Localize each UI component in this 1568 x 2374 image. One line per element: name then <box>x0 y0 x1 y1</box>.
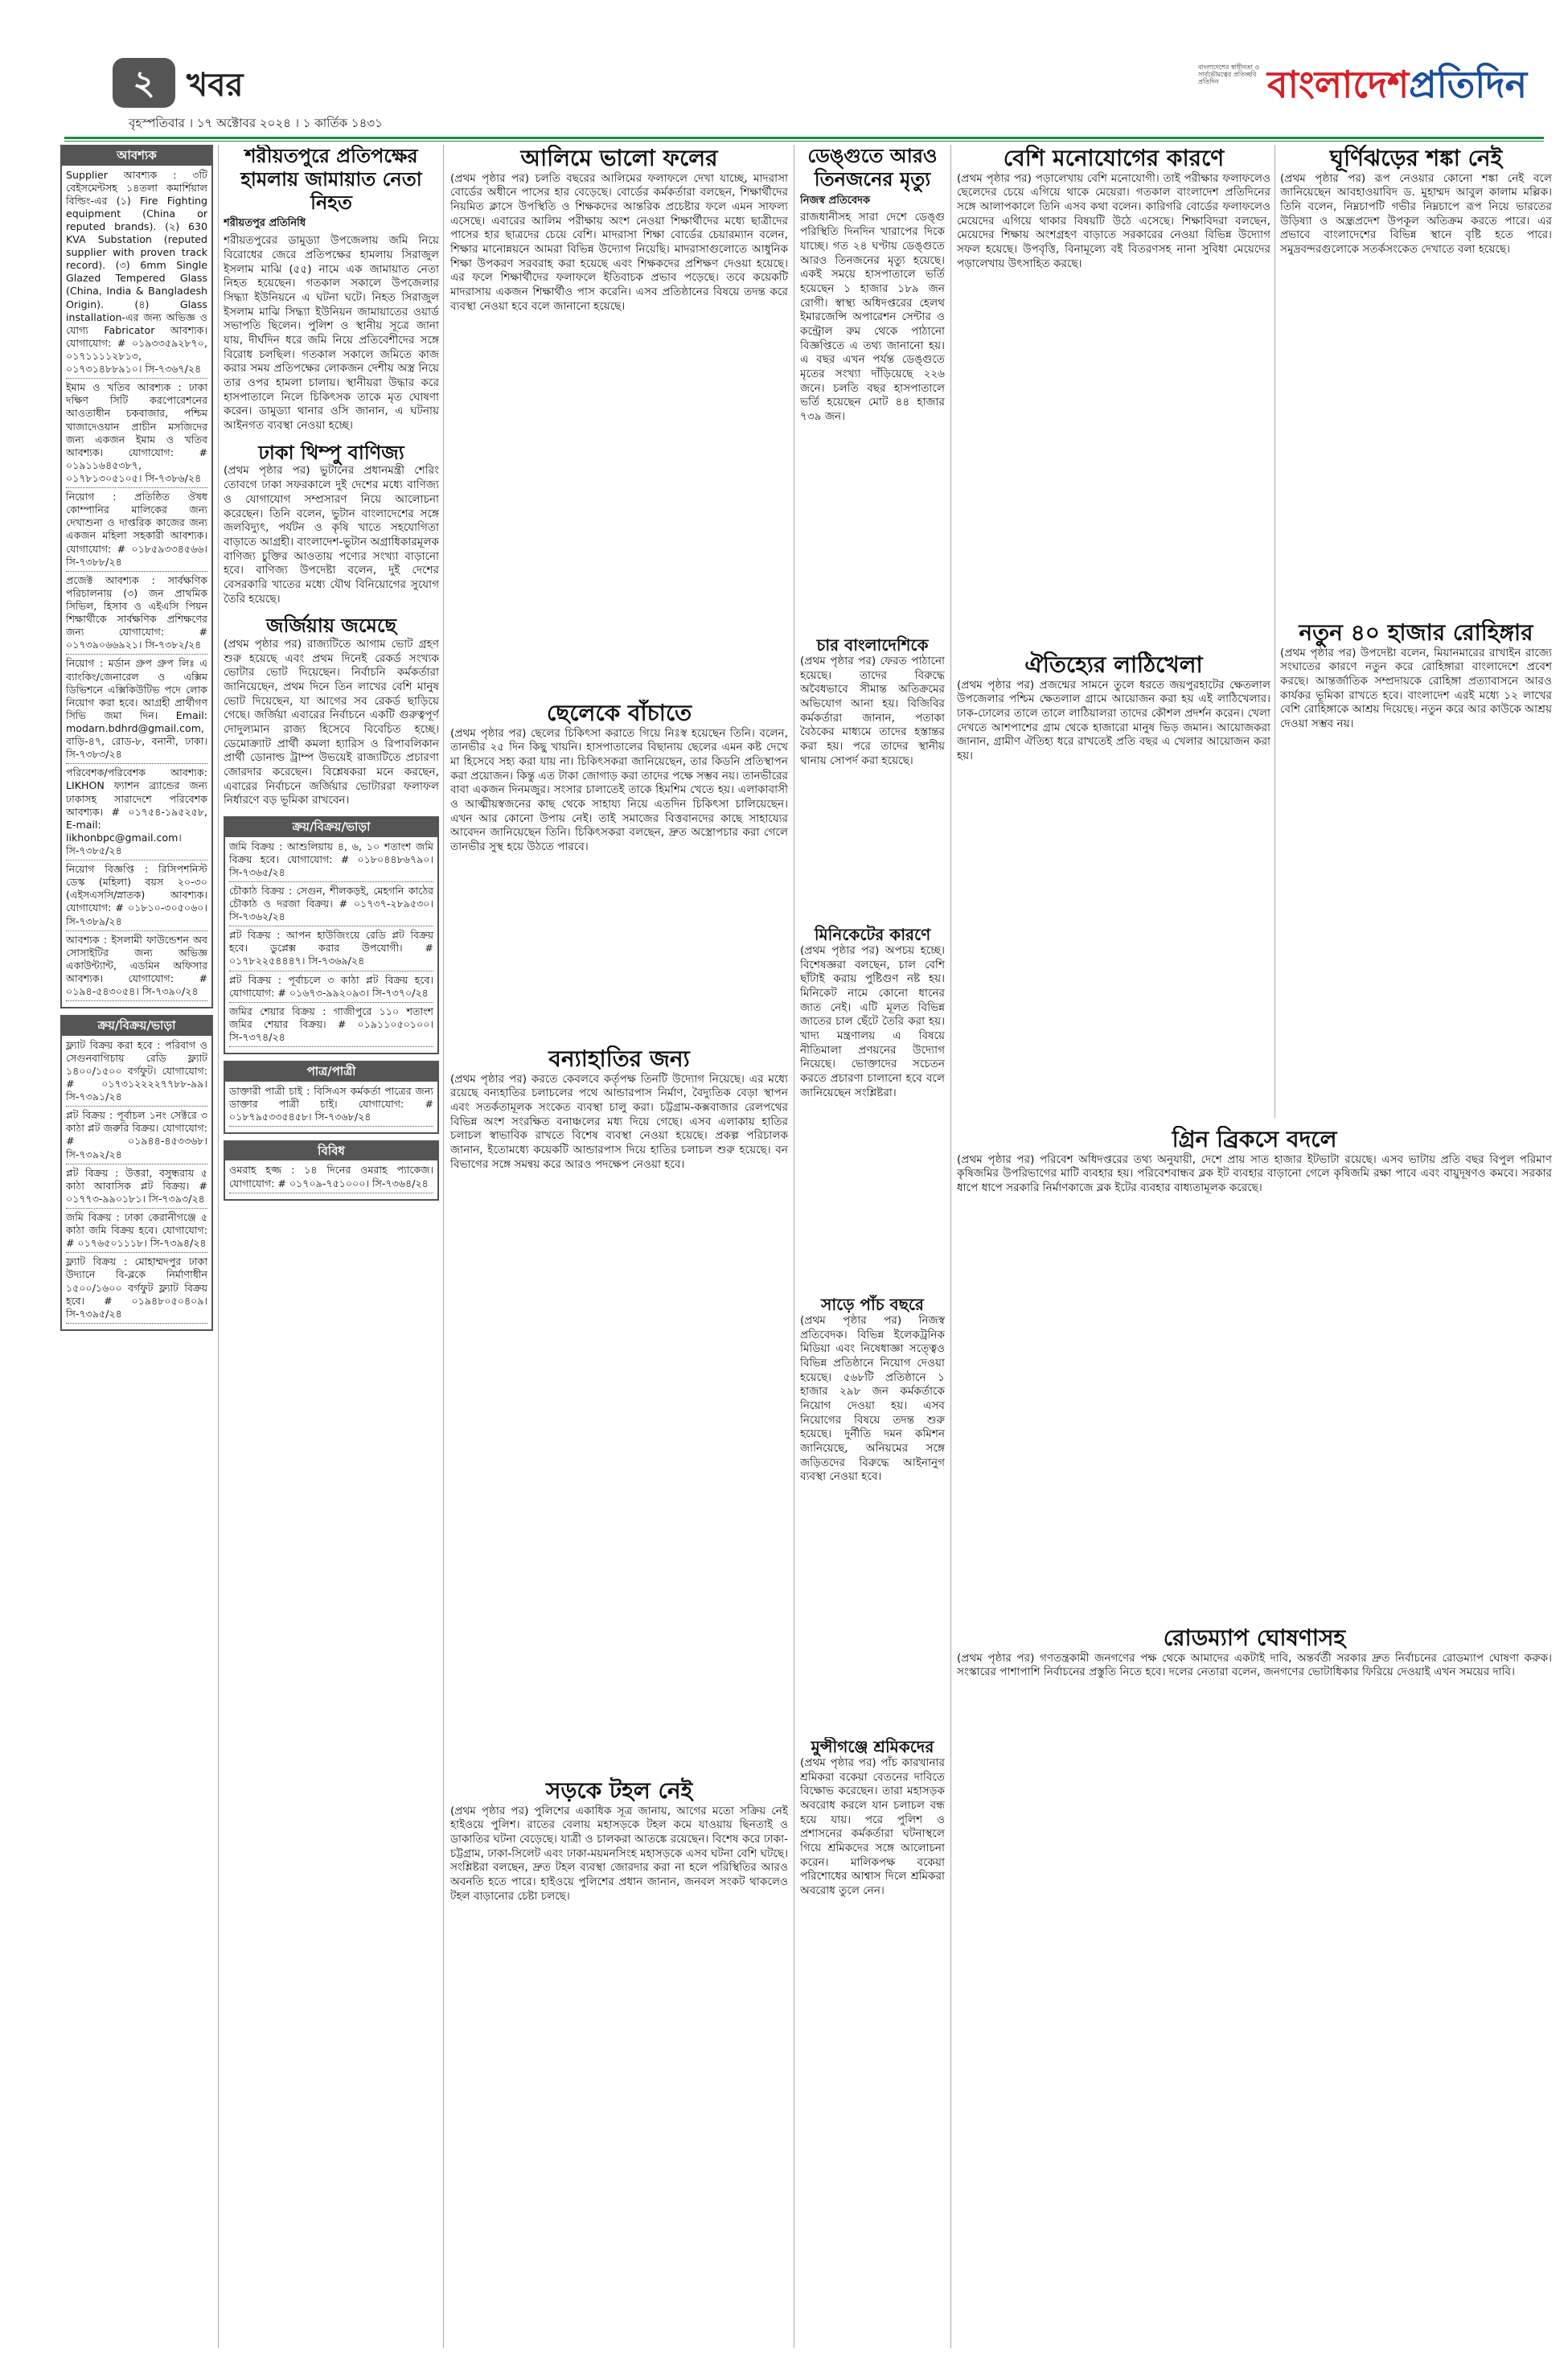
brand-name <box>1267 61 1527 109</box>
story-headline: ছেলেকে বাঁচাতে <box>546 700 692 726</box>
story-body: (প্রথম পৃষ্ঠার পর) করতে কেবলবে কর্তৃপক্ষ তিনটি উদ্যোগ নিয়েছে। এর মধ্যে রয়েছে বন্যহাতির চলাচলের পথে আন্ডারপাস নির্মাণ, বৈদ্যুতিক বেড়া স্থাপন এবং সতর্কতামূলক সংকেত ব্যবস্থা চালু করা। চট্টগ্রাম-কক্সবাজার রেলপথের বিভিন্ন অংশ সংরক্ষিত বনাঞ্চলের মধ্য দিয়ে গেছে। এসব এলাকায় হাতির চলাচল স্বাভাবিক রাখতে বিশেষ ব্যবস্থা নেওয়া হয়েছে। প্রকল্প পরিচালক জানান, ইতোমধ্যে কয়েকটি আন্ডারপাস দিয়ে হাতির চলাচল শুরু হয়েছে। বন বিভাগের সঙ্গে সমন্বয় করে আরও পদক্ষেপ নেওয়া হবে। <box>450 1072 788 1171</box>
story <box>224 145 439 433</box>
story-headline: সাড়ে পাঁচ বছরে <box>821 1295 924 1314</box>
dateline: বৃহস্পতিবার । ১৭ অক্টোবর ২০২৪ । ১ কার্তিক ১৪৩১ <box>129 116 383 130</box>
story-headline: ঢাকা থিম্পু বাণিজ্য <box>258 440 404 464</box>
classified-list <box>62 1036 211 1329</box>
story <box>957 1126 1552 1616</box>
column-rule <box>950 145 951 2348</box>
classified-ad: প্লট বিক্রয় : উত্তরা, বসুন্ধরায় ৫ কাঠা আবাসিক প্লট বিক্রয়। # ০১৭৭৩-৯৯০১৮১। সি-৭৩৯৩/২৪ <box>66 1167 207 1209</box>
story-body: (প্রথম পৃষ্ঠার পর) উপদেষ্টা বলেন, মিয়ানমারের রাখাইন রাজ্যে সংঘাতের কারণে নতুন করে রোহিঙ্গারা বাংলাদেশে প্রবেশ করছে। আন্তর্জাতিক সম্প্রদায়কে রোহিঙ্গা প্রত্যাবাসনে আরও কার্যকর ভূমিকা রাখতে হবে। বাংলাদেশ এরই মধ্যে ১২ লাখের বেশি রোহিঙ্গাকে আশ্রয় দিয়েছে। নতুন করে আর কাউকে আশ্রয় দেওয়া সম্ভব নয়। <box>1280 646 1552 730</box>
column-rule <box>218 145 219 2348</box>
story <box>957 145 1270 643</box>
story-headline: ঐতিহ্যের লাঠিখেলা <box>1024 651 1203 678</box>
column-2 <box>224 145 439 2348</box>
brand-logo <box>1198 58 1528 122</box>
story-body: (প্রথম পৃষ্ঠার পর) পাঁচ কারখানার শ্রমিকরা বকেয়া বেতনের দাবিতে বিক্ষোভ করেছেন। তারা মহাসড়ক অবরোধ করলে যান চলাচল বন্ধ হয়ে যায়। পরে পুলিশ ও প্রশাসনের কর্মকর্তারা ঘটনাস্থলে গিয়ে শ্রমিকদের সঙ্গে আলোচনা করেন। মালিকপক্ষ বকেয়া পরিশোধের আশ্বাস দিলে শ্রমিকরা অবরোধ তুলে নেন। <box>800 1756 945 1898</box>
story-headline: মুন্সীগঞ্জে শ্রমিকদের <box>811 1737 934 1756</box>
story-body: (প্রথম পৃষ্ঠার পর) নিজস্ব প্রতিবেদক। বিভিন্ন ইলেকট্রনিক মিডিয়া এবং নিষেধাজ্ঞা সত্ত্বেও বিভিন্ন প্রতিষ্ঠানে নিয়োগ দেওয়া হয়েছে। ৫৬৮টি প্রতিষ্ঠানে ১ হাজার ২৯৮ জন কর্মকর্তাকে নিয়োগ দেওয়া হয়। এসব নিয়োগের বিষয়ে তদন্ত শুরু হয়েছে। দুর্নীতি দমন কমিশন জানিয়েছে, অনিয়মের সঙ্গে জড়িতদের বিরুদ্ধে আইনানুগ ব্যবস্থা নেওয়া হবে। <box>800 1314 945 1484</box>
classified-ad: Supplier আবশ্যক : ৩টি বেইসমেন্টসহ ১৪তলা কমার্শিয়াল বিল্ডিং-এর (১) Fire Fighting equipment (China or reputed brands). (২) 630 KVA Substation (reputed supplier with proven track record). (৩) 6mm Single Glazed Tempered Glass (China, India & Bangladesh Origin). (৪) Glass installation-এর জন্য অভিজ্ঞ ও যোগ্য Fabricator আবশ্যক। যোগাযোগ: # ০১৯৩৩৫৯২৮৭০, ০১৭১১১১২৮১৩, ০১৭৩১৪৮৮৯১০। সি-৭৩৬৭/২৪ <box>66 169 207 380</box>
classified-ad: আবশ্যক : ইসলামী ফাউন্ডেশন অব সোসাইটির জন্য অভিজ্ঞ একাউন্ট্যান্ট, এডমিন অফিসার আবশ্যক। যোগাযোগ: # ০১৯৪-৫৪৩০৫৪। সি-৭৩৯০/২৪ <box>66 934 207 1002</box>
story-headline: সড়কে টহল নেই <box>545 1777 693 1804</box>
story <box>800 145 945 627</box>
story-headline: আলিমে ভালো ফলের <box>520 145 718 171</box>
classified-ad: পরিবেশক/পরিবেশক আবশ্যক: LIKHON ফ্যাশন ব্র্যান্ডের জন্য ঢাকাসহ সারাদেশে পরিবেশক আবশ্যক। # ০১৭৫৪-১৯৫২৫৮, E-mail: likhonbpc@gmail.com। সি-৭৩৮৫/২৪ <box>66 766 207 860</box>
header-rule <box>64 137 1544 139</box>
classifieds-column <box>60 145 213 2348</box>
classified-ad: ফ্ল্যাট বিক্রয় : মোহাম্মদপুর ঢাকা উদ্যানে বি-ব্লকে নির্মাণাধীন ১৫০০/১৬০০ বর্গফুট ফ্ল্যাট বিক্রয় হবে। # ০১৯৪৮০৫০৪০৯। সি-৭৩৯৫/২৪ <box>66 1255 207 1324</box>
header-rule-thin <box>64 141 1544 142</box>
story-headline: মিনিকেটের কারণে <box>814 925 931 944</box>
classified-header: ক্রয়/বিক্রয়/ভাড়া <box>62 1017 211 1036</box>
classified-ad: নিয়োগ : মর্ডান গ্রুপ গ্রুপ লিঃ এ ব্যাংকিং/জেনারেল ও এক্সিম ডিভিশনে এক্সিকিউটিভ পদে লোক নিয়োগ করা হবে। আগ্রহী প্রার্থীগণ সিভি জমা দিন। Email: modarn.bdhrd@gmail.com, বাড়ি-৪৭, রোড-৮, বনানী, ঢাকা। সি-৭৩৮৩/২৪ <box>66 657 207 764</box>
section-title: খবর <box>187 67 244 104</box>
classified-box-col2 <box>224 816 439 1054</box>
classified-ad: ডাক্তারী পাত্রী চাই : বিসিএস কর্মকর্তা পাত্রের জন্য ডাক্তার পাত্রী চাই। যোগাযোগ: # ০১৮৭৯৫৩৩৫৪৫৮। সি-৭৩৬৮/২৪ <box>229 1085 433 1127</box>
classified-box-wanted <box>60 145 213 1008</box>
story-headline: বেশি মনোযোগের কারণে <box>1003 145 1225 171</box>
story-body: শরীয়তপুরের ডামুড্যা উপজেলায় জমি নিয়ে বিরোধের জেরে প্রতিপক্ষের হামলায় সিরাজুল ইসলাম মাঝি (৫৫) নামে এক জামায়াত নেতা নিহত হয়েছেন। গতকাল সকালে উপজেলার সিদ্ধ্যা ইউনিয়নে এ ঘটনা ঘটে। নিহত সিরাজুল ইসলাম মাঝি সিদ্ধ্যা ইউনিয়ন জামায়াতের ওয়ার্ড সভাপতি ছিলেন। পুলিশ ও স্থানীয় সূত্রে জানা যায়, দীর্ঘদিন ধরে জমি নিয়ে প্রতিবেশীদের সঙ্গে বিরোধ চলছিল। গতকাল সকালে জমিতে কাজ করার সময় প্রতিপক্ষের লোকজন দেশীয় অস্ত্র নিয়ে তার ওপর হামলা চালায়। স্থানীয়রা উদ্ধার করে হাসপাতালে নিলে চিকিৎসক তাকে মৃত ঘোষণা করেন। ডামুড্যা থানার ওসি জানান, এ ঘটনায় আইনগত ব্যবস্থা নেওয়া হচ্ছে। <box>224 234 439 433</box>
story-byline: শরীয়তপুর প্রতিনিধি <box>224 217 306 230</box>
story <box>224 614 439 808</box>
story-body: (প্রথম পৃষ্ঠার পর) ফেরত পাঠানো হয়েছে। তাদের বিরুদ্ধে অবৈধভাবে সীমান্ত অতিক্রমের অভিযোগ আনা হয়। বিজিবির কর্মকর্তারা জানান, পতাকা বৈঠকের মাধ্যমে তাদের হস্তান্তর করা হয়। পরে তাদের স্থানীয় থানায় সোপর্দ করা হয়েছে। <box>800 655 945 767</box>
story-headline: রোডম্যাপ ঘোষণাসহ <box>1163 1624 1346 1651</box>
story <box>800 925 945 1287</box>
classified-ad: জমি বিক্রয় : ঢাকা কেরানীগঞ্জে ৫ কাঠা জমি বিক্রয় হবে। যোগাযোগ: # ০১৭৬৫০১১১৮। সি-৭৩৯৪/২৪ <box>66 1211 207 1253</box>
classified-ad: প্লট বিক্রয় : পূর্বাচলে ৩ কাঠা প্লট বিক্রয় হবে। যোগাযোগ: # ০১৬৭৩-৯৯২০৯৩। সি-৭৩৭০/২৪ <box>229 974 433 1003</box>
story-body: (প্রথম পৃষ্ঠার পর) ভুটানের প্রধানমন্ত্রী শেরিং তোবগে ঢাকা সফরকালে দুই দেশের মধ্যে বাণিজ্য ও যোগাযোগ সম্প্রসারণ নিয়ে আলোচনা করেছেন। তিনি বলেন, ভুটান বাংলাদেশের সঙ্গে জলবিদ্যুৎ, পর্যটন ও কৃষি খাতে সহযোগিতা বাড়াতে আগ্রহী। বাংলাদেশ-ভুটান অগ্রাধিকারমূলক বাণিজ্য চুক্তির আওতায় পণ্যের সংখ্যা বাড়ানো হবে। বাণিজ্য উপদেষ্টা বলেন, দুই দেশের বেসরকারি খাতের মধ্যে যৌথ বিনিয়োগের সুযোগ তৈরি হয়েছে। <box>224 464 439 606</box>
story-headline: চার বাংলাদেশিকে <box>816 635 929 655</box>
story-headline: গ্রিন ব্রিকসে বদলে <box>1172 1126 1337 1152</box>
classified-header: ক্রয়/বিক্রয়/ভাড়া <box>225 818 437 837</box>
story-headline: নতুন ৪০ হাজার রোহিঙ্গার <box>1299 619 1533 646</box>
classified-header: পাত্র/পাত্রী <box>225 1062 437 1082</box>
story-body: (প্রথম পৃষ্ঠার পর) ছেলের চিকিৎসা করাতে গিয়ে নিঃস্ব হয়েছেন তিনি। বলেন, তানভীর ২৫ দিন কিছু খায়নি। হাসপাতালের বিছানায় ছেলের এমন কষ্ট দেখে মা হিসেবে সহ্য করা যায় না। চিকিৎসকরা জানিয়েছেন, তার কিডনি প্রতিস্থাপন করা প্রয়োজন। কিন্তু এত টাকা জোগাড় করা তাদের পক্ষে সম্ভব নয়। তানভীরের বাবা একজন দিনমজুর। সংসার চালাতেই তাকে হিমশিম খেতে হয়। এলাকাবাসী ও আত্মীয়স্বজনের কাছ থেকে সাহায্য নিয়ে এতদিন চিকিৎসা চালিয়েছেন। এখন আর কোনো উপায় নেই। তাই সমাজের বিত্তবানদের কাছে সাহায্যের আবেদন জানিয়েছেন তিনি। চিকিৎসকরা বলছেন, দ্রুত অস্ত্রোপচার করা গেলে তানভীর সুস্থ হয়ে উঠতে পারবে। <box>450 726 788 853</box>
classified-ad: জমির শেয়ার বিক্রয় : গাজীপুরে ১১০ শতাংশ জমির শেয়ার বিক্রয়। # ০১৯১১০৫০১০০। সি-৭৩৭৪/২৪ <box>229 1005 433 1047</box>
story-headline: জর্জিয়ায় জমেছে <box>265 614 397 638</box>
classified-ad: ইমাম ও খতিব আবশ্যক : ঢাকা দক্ষিণ সিটি করপোরেশনের আওতাধীন চকবাজার, পশ্চিম খাজাদেওয়ান প্রাচীন মসজিদের জন্য একজন ইমাম ও খতিব আবশ্যক। যোগাযোগ: # ০১৯১১৬৪৫৩৮৭, ০১৭৮১৩০৫১০৫। সি-৭৩৮৬/২৪ <box>66 381 207 488</box>
column-rule <box>443 145 444 2348</box>
brand-tagline: বাংলাদেশের স্বাধীনতা ও সার্বভৌমত্বের প্রতিচ্ছবি প্রতিদিন <box>1198 64 1260 85</box>
brand-name-part2: প্রতিদিন <box>1409 63 1528 106</box>
story-body: (প্রথম পৃষ্ঠার পর) অপচয় হচ্ছে। বিশেষজ্ঞরা বলছেন, চাল বেশি ছাঁটাই করায় পুষ্টিগুণ নষ্ট হয়। মিনিকেট নামে কোনো ধানের জাত নেই। এটি মূলত বিভিন্ন জাতের চাল ছেঁটে তৈরি করা হয়। খাদ্য মন্ত্রণালয় এ বিষয়ে নীতিমালা প্রণয়নের উদ্যোগ নিয়েছে। ভোক্তাদের সচেতন করতে প্রচারণা চালানো হবে বলে জানিয়েছেন সংশ্লিষ্টরা। <box>800 944 945 1099</box>
classified-ad: প্লট বিক্রয় : আপন হাউজিংয়ে রেডি প্লট বিক্রয় হবে। ডুপ্লেক্স করার উপযোগী। # ০১৭৮২২৫৪৪৪৭। সি-৭৩৬৯/২৪ <box>229 929 433 971</box>
story <box>224 442 439 607</box>
classified-list <box>62 166 211 1008</box>
story-headline: ডেঙ্গুতে আরও তিনজনের মৃত্যু <box>807 145 938 191</box>
story-body: (প্রথম পৃষ্ঠার পর) রাজ্যটিতে আগাম ভোট গ্রহণ শুরু হয়েছে এবং প্রথম দিনেই রেকর্ড সংখ্যক ভোটার ভোট দিয়েছেন। নির্বাচনি কর্মকর্তারা জানিয়েছেন, প্রথম দিনে তিন লাখের বেশি মানুষ ভোট দিয়েছেন, যা আগের সব রেকর্ড ছাড়িয়ে গেছে। জর্জিয়া এবারের নির্বাচনে একটি গুরুত্বপূর্ণ দোদুল্যমান রাজ্য হিসেবে বিবেচিত হচ্ছে। ডেমোক্র্যাট প্রার্থী কমলা হ্যারিস ও রিপাবলিকান প্রার্থী ডোনাল্ড ট্রাম্প উভয়েই রাজ্যটিতে প্রচারণা জোরদার করেছেন। বিশ্লেষকরা মনে করছেন, এবারের নির্বাচনে জর্জিয়ার ভোটাররা ফলাফল নির্ধারণে বড় ভূমিকা রাখবেন। <box>224 638 439 807</box>
classified-ad: ওমরাহ হজ্জ : ১৪ দিনের ওমরাহ প্যাকেজ। যোগাযোগ: # ০১৭০৯-৭৫১০০০। সি-৭৩৬৪/২৪ <box>229 1164 433 1193</box>
story-headline: শরীয়তপুরে প্রতিপক্ষের হামলায় জামায়াত নেতা নিহত <box>240 145 422 214</box>
classified-header: আবশ্যক <box>62 146 211 166</box>
classified-ad: প্লট বিক্রয় : পূর্বাচল ১নং সেক্টরে ৩ কাঠা প্লট জরুরি বিক্রয়। যোগাযোগ: # ০১৯৪৪-৪৫৩৩৬৮। সি-৭৩৯২/২৪ <box>66 1109 207 1164</box>
story-body: রাজধানীসহ সারা দেশে ডেঙ্গু পরিস্থিতি দিনদিন খারাপের দিকে যাচ্ছে। গত ২৪ ঘণ্টায় ডেঙ্গুতে আরও তিনজনের মৃত্যু হয়েছে। একই সময়ে হাসপাতালে ভর্তি হয়েছেন ১ হাজার ১৮৯ জন রোগী। স্বাস্থ্য অধিদপ্তরের হেলথ ইমারজেন্সি অপারেশন সেন্টার ও কন্ট্রোল রুম থেকে পাঠানো বিজ্ঞপ্তিতে এ তথ্য জানানো হয়। এ বছর এখন পর্যন্ত ডেঙ্গুতে মৃতের সংখ্যা দাঁড়িয়েছে ২২৬ জনে। চলতি বছর হাসপাতালে ভর্তি হয়েছেন মোট ৪৪ হাজার ৭৩৯ জন। <box>800 211 945 423</box>
classified-ad: জমি বিক্রয় : আশুলিয়ায় ৪, ৬, ১০ শতাংশ জমি বিক্রয় হবে। যোগাযোগ: # ০১৮০৪৪৮৬৭৯০। সি-৭৩৬৫/২৪ <box>229 840 433 882</box>
story-body: (প্রথম পৃষ্ঠার পর) রূপ নেওয়ার কোনো শঙ্কা নেই বলে জানিয়েছেন আবহাওয়াবিদ ড. মুহাম্মদ আবুল কালাম মল্লিক। তিনি বলেন, নিম্নচাপটি গভীর নিম্নচাপে রূপ নিয়ে ভারতের উড়িষ্যা ও অন্ধ্রপ্রদেশ উপকূল অতিক্রম করতে পারে। এর প্রভাবে বাংলাদেশের বিভিন্ন স্থানে বৃষ্টি হতে পারে। সমুদ্রবন্দরগুলোকে সতর্কসংকেত দেখাতে বলা হয়েছে। <box>1280 171 1552 256</box>
story <box>450 700 788 1037</box>
story <box>957 651 1270 1118</box>
story <box>1280 619 1552 1118</box>
story-body: (প্রথম পৃষ্ঠার পর) পড়ালেখায় বেশি মনোযোগী। তাই পরীক্ষার ফলাফলেও ছেলেদের চেয়ে এগিয়ে থাকে মেয়েরা। গতকাল বাংলাদেশ প্রতিদিনের সঙ্গে আলাপকালে তিনি এসব কথা বলেন। কারিগরি বোর্ডের ফলাফলেও মেয়েদের এগিয়ে থাকার বিষয়টি উঠে এসেছে। শিক্ষাবিদরা বলছেন, মেয়েদের শিক্ষায় অংশগ্রহণ বাড়াতে সরকারের নেওয়া বিভিন্ন উদ্যোগ সফল হয়েছে। উপবৃত্তি, বিনামূল্যে বই বিতরণসহ নানা সুবিধা মেয়েদের পড়ালেখায় উৎসাহিত করছে। <box>957 171 1270 270</box>
story <box>800 1295 945 1729</box>
story <box>800 1737 945 2348</box>
story-headline: ঘূর্ণিঝড়ের শঙ্কা নেই <box>1329 145 1503 171</box>
story-body: (প্রথম পৃষ্ঠার পর) প্রজন্মের সামনে তুলে ধরতে জয়পুরহাটের ক্ষেতলাল উপজেলার পশ্চিম ক্ষেতলাল গ্রামে আয়োজন করা হয় এই লাঠিখেলার। ঢাক-ঢোলের তালে তালে লাঠিয়ালরা তাদের কৌশল প্রদর্শন করেন। খেলা দেখতে আশপাশের গ্রাম থেকে হাজারো মানুষ ভিড় জমান। আয়োজকরা জানান, গ্রামীণ ঐতিহ্য ধরে রাখতেই প্রতি বছর এ খেলার আয়োজন করা হয়। <box>957 678 1270 762</box>
classified-list <box>225 1160 437 1198</box>
story <box>450 145 788 692</box>
classified-list <box>225 837 437 1054</box>
story-byline: নিজস্ব প্রতিবেদক <box>800 194 871 207</box>
story <box>800 635 945 917</box>
story-body: (প্রথম পৃষ্ঠার পর) পুলিশের একাধিক সূত্র জানায়, আগের মতো সক্রিয় নেই হাইওয়ে পুলিশ। রাতের বেলায় মহাসড়কে টহল কমে যাওয়ায় ছিনতাই ও ডাকাতির ঘটনা বেড়েছে। যাত্রী ও চালকরা আতঙ্কে রয়েছেন। বিশেষ করে ঢাকা-চট্টগ্রাম, ঢাকা-সিলেট এবং ঢাকা-ময়মনসিংহ মহাসড়কে এসব ঘটনা বেশি ঘটছে। সংশ্লিষ্টরা বলছেন, দ্রুত টহল ব্যবস্থা জোরদার করা না হলে পরিস্থিতির আরও অবনতি হতে পারে। হাইওয়ে পুলিশের প্রধান জানান, জনবল সংকট থাকলেও টহল বাড়ানোর চেষ্টা চলছে। <box>450 1804 788 1903</box>
classified-ad: নিয়োগ : প্রতিষ্ঠিত ঔষধ কোম্পানির মালিকের জন্য দেখাশুনা ও দাপ্তরিক কাজের জন্য একজন মহিলা সহকারী আবশ্যক। যোগাযোগ: # ০১৮৫৯৩৩৪৫৬৬। সি-৭৩৮৮/২৪ <box>66 491 207 572</box>
story-headline: বন্যাহাতির জন্য <box>548 1045 690 1072</box>
classified-box-matrimony <box>224 1061 439 1134</box>
classified-ad: ফ্ল্যাট বিক্রয় করা হবে : পরিবাগ ও সেগুনবাগিচায় রেডি ফ্ল্যাট ১৪০০/১৫০০ বর্গফুট। যোগাযোগ: # ০১৭৩১২২২২৭৭৮৮-৯৯। সি-৭৩৯১/২৪ <box>66 1039 207 1107</box>
story-body: (প্রথম পৃষ্ঠার পর) পরিবেশ অধিদপ্তরের তথ্য অনুযায়ী, দেশে প্রায় সাত হাজার ইটভাটা রয়েছে। এসব ভাটায় প্রতি বছর বিপুল পরিমাণ কৃষিজমির উপরিভাগের মাটি ব্যবহার হয়। পরিবেশবান্ধব ব্লক ইট ব্যবহার বাড়ানো গেলে কৃষিজমি রক্ষা পাবে এবং বায়ুদূষণও কমবে। সরকার ধাপে ধাপে সরকারি নির্মাণকাজে ব্লক ইটের ব্যবহার বাধ্যতামূলক করেছে। <box>957 1152 1552 1194</box>
brand-name-part1: বাংলাদেশ <box>1267 63 1410 106</box>
story-body: (প্রথম পৃষ্ঠার পর) গণতন্ত্রকামী জনগণের পক্ষ থেকে আমাদের একটাই দাবি, অন্তর্বর্তী সরকার দ্রুত নির্বাচনের রোডম্যাপ ঘোষণা করুক। সংস্কারের পাশাপাশি নির্বাচনের প্রস্তুতি নিতে হবে। দলের নেতারা বলেন, জনগণের ভোটাধিকার ফিরিয়ে দেওয়াই এখন সময়ের দাবি। <box>957 1651 1552 1679</box>
classified-ad: নিয়োগ বিজ্ঞপ্তি : রিসিপশনিস্ট ডেস্ক (মহিলা) বয়স ২০-৩০ (এইসএসসি/স্নাতক) আবশ্যক। যোগাযোগ: # ০১৮১০-৩০৫০৬০। সি-৭৩৮৯/২৪ <box>66 863 207 931</box>
story <box>450 1777 788 2348</box>
story <box>1280 145 1552 611</box>
classified-header: বিবিধ <box>225 1142 437 1161</box>
story-body: (প্রথম পৃষ্ঠার পর) চলতি বছরের আলিমের ফলাফলে দেখা যাচ্ছে, মাদরাসা বোর্ডের অধীনে পাসের হার বেড়েছে। বোর্ডের কর্মকর্তারা বলছেন, শিক্ষার্থীদের নিয়মিত ক্লাসে উপস্থিতি ও শিক্ষকদের আন্তরিক প্রচেষ্টার ফলে এমন সাফল্য এসেছে। এবারের আলিম পরীক্ষায় অংশ নেওয়া শিক্ষার্থীদের মধ্যে ছাত্রীদের পাসের হার ছাত্রদের চেয়ে বেশি। মাদরাসা শিক্ষা বোর্ডের চেয়ারম্যান বলেন, শিক্ষার মানোন্নয়নে আমরা বিভিন্ন উদ্যোগ নিয়েছি। মাদরাসাগুলোতে আধুনিক শিক্ষা উপকরণ সরবরাহ করা হয়েছে এবং শিক্ষকদের প্রশিক্ষণ দেওয়া হয়েছে। এর ফলে শিক্ষার্থীদের ফলাফলে ইতিবাচক প্রভাব পড়েছে। তবে কয়েকটি মাদরাসায় একজন শিক্ষার্থীও পাস করেনি। এসব প্রতিষ্ঠানের বিষয়ে তদন্ত করে ব্যবস্থা নেওয়া হবে বলে জানানো হয়েছে। <box>450 171 788 313</box>
page-number: ২ <box>113 58 175 108</box>
masthead <box>64 58 1544 134</box>
classified-ad: চৌকাঠ বিক্রয় : সেগুন, শীলকড়ই, মেহগনি কাঠের চৌকাঠ ও দরজা বিক্রয়। # ০১৭৩৭-২৮৯৫৩০। সি-৭৩৬২/২৪ <box>229 885 433 926</box>
story <box>450 1045 788 1769</box>
story <box>957 1624 1552 2348</box>
classified-list <box>225 1082 437 1132</box>
classified-ad: প্রজেক্ট আবশ্যক : সার্বক্ষণিক পরিচালনায় (৩) জন প্রাথমিক সিভিল, হিসাব ও এইএসি পিয়ন শিক্ষার্থীকে সার্বক্ষণিক প্রশিক্ষণের জন্য যোগাযোগ: # ০১৭৩৯০৬৬৯২১। সি-৭৩৮২/২৪ <box>66 574 207 655</box>
classified-box-sale <box>60 1015 213 1331</box>
classified-box-misc <box>224 1140 439 1201</box>
